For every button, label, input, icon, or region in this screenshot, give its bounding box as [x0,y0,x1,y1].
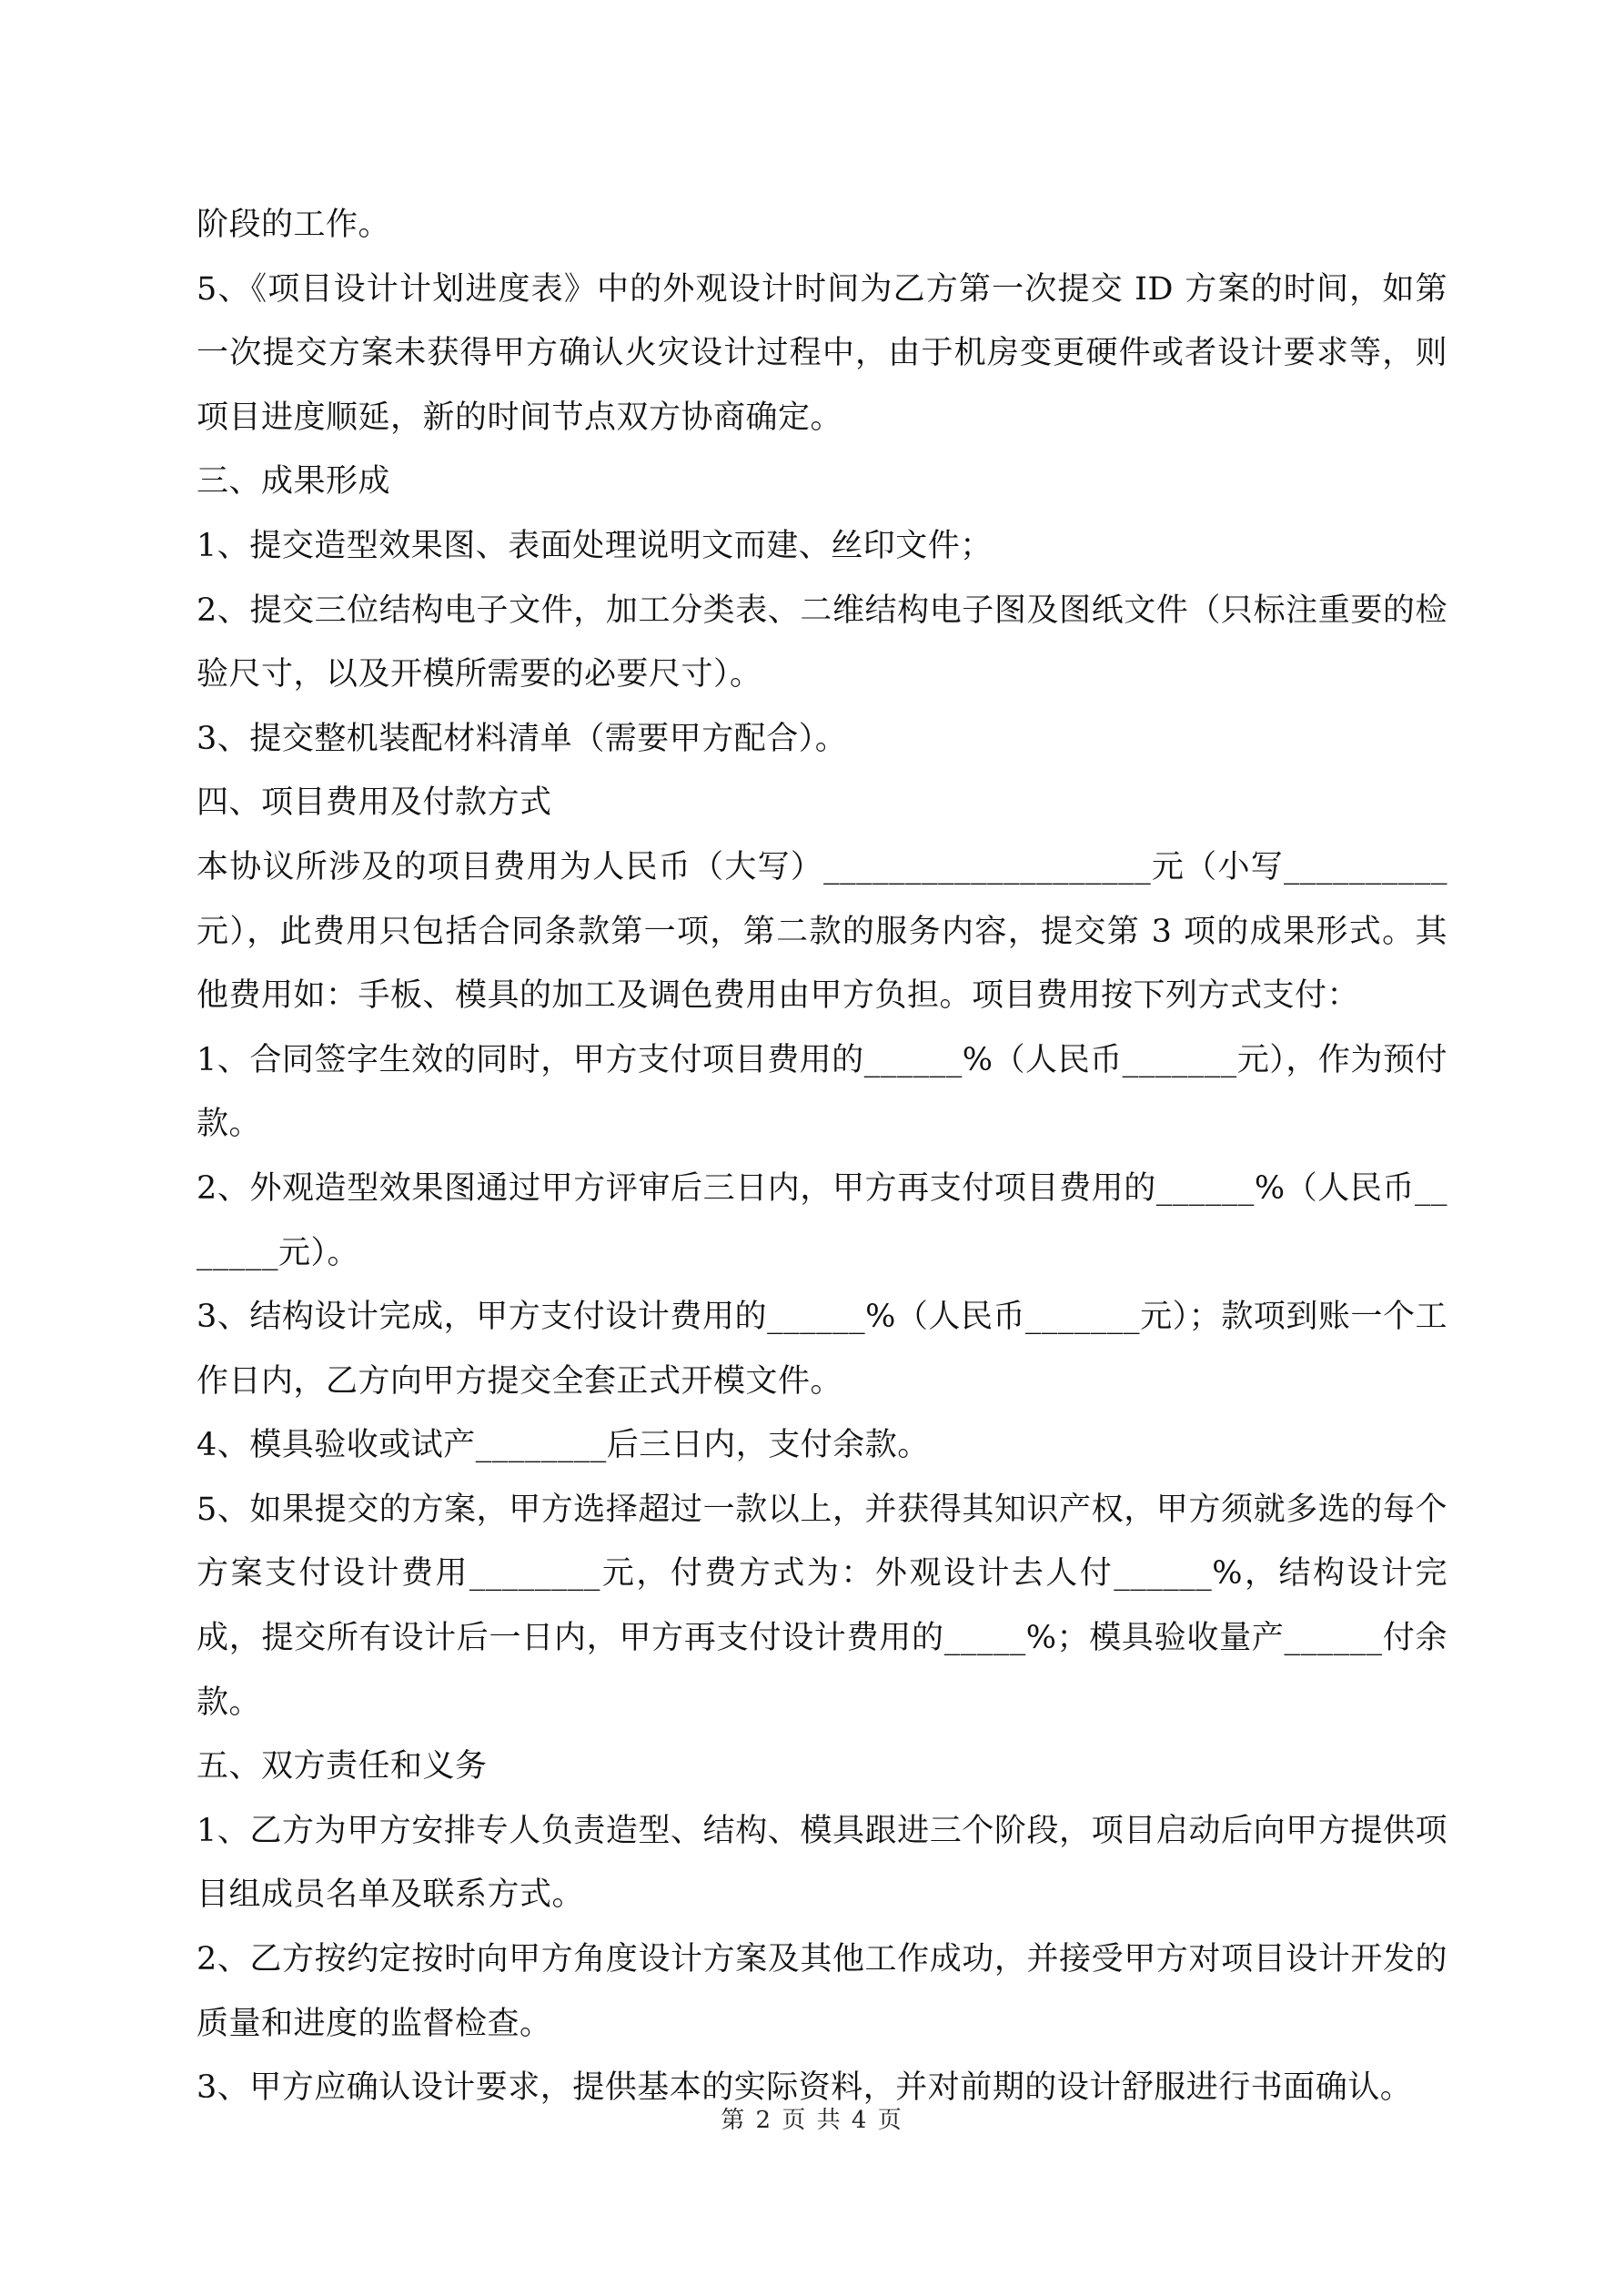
section-heading-fees: 四、项目费用及付款方式 [197,784,552,822]
paragraph-responsibility-1: 1、乙方为甲方安排专人负责造型、结构、模具跟进三个阶段，项目启动后向甲方提供项目组成员名单及联系方式。 [197,1812,1447,1914]
paragraph-payment-3: 3、结构设计完成，甲方支付设计费用的______%（人民币_______元）；款项到账一个工作日内，乙方向甲方提交全套正式开模文件。 [197,1299,1447,1400]
paragraph-deliverable-2: 2、提交三位结构电子文件，加工分类表、二维结构电子图及图纸文件（只标注重要的检验尺寸，以及开模所需要的必要尺寸）。 [197,592,1447,693]
paragraph-responsibility-3: 3、甲方应确认设计要求，提供基本的实际资料，并对前期的设计舒服进行书面确认。 [197,2069,1413,2107]
paragraph-payment-2: 2、外观造型效果图通过甲方评审后三日内，甲方再支付项目费用的______%（人民币_______元）。 [197,1169,1447,1271]
paragraph-payment-1: 1、合同签字生效的同时，甲方支付项目费用的______%（人民币_______元），作为预付款。 [197,1041,1447,1143]
paragraph-deliverable-3: 3、提交整机装配材料清单（需要甲方配合）。 [197,720,848,757]
document-body [197,193,1447,2120]
paragraph-payment-4: 4、模具验收或试产________后三日内，支付余款。 [197,1427,930,1464]
paragraph-responsibility-2: 2、乙方按约定按时向甲方角度设计方案及其他工作成功，并接受甲方对项目设计开发的质量和进度的监督检查。 [197,1941,1447,2042]
paragraph-stage-work: 阶段的工作。 [197,207,391,243]
section-heading-responsibilities: 五、双方责任和义务 [197,1748,488,1785]
paragraph-payment-5: 5、如果提交的方案，甲方选择超过一款以上，并获得其知识产权，甲方须就多选的每个方案支付设计费用________元，付费方式为：外观设计去人付______%，结构设计完成，提交所有设计后一日内，甲方再支付设计费用的_____%；模具验收量产______付余款。 [197,1491,1447,1721]
paragraph-deliverable-1: 1、提交造型效果图、表面处理说明文而建、丝印文件； [197,527,993,564]
section-heading-deliverables: 三、成果形成 [197,463,391,501]
paragraph-fee-amount: 本协议所涉及的项目费用为人民币（大写）____________________元（小写__________元），此费用只包括合同条款第一项，第二款的服务内容，提交第 3 项的成果形式。其他费用如：手板、模具的加工及调色费用由甲方负担。项目费用按下列方式支付： [197,848,1447,1015]
paragraph-schedule-note: 5、《项目设计计划进度表》中的外观设计时间为乙方第一次提交 ID 方案的时间，如第一次提交方案未获得甲方确认火灾设计过程中，由于机房变更硬件或者设计要求等，则项目进度顺延，新的时间节点双方协商确定。 [197,270,1447,436]
page-number-footer: 第 2 页 共 4 页 [721,2107,903,2134]
